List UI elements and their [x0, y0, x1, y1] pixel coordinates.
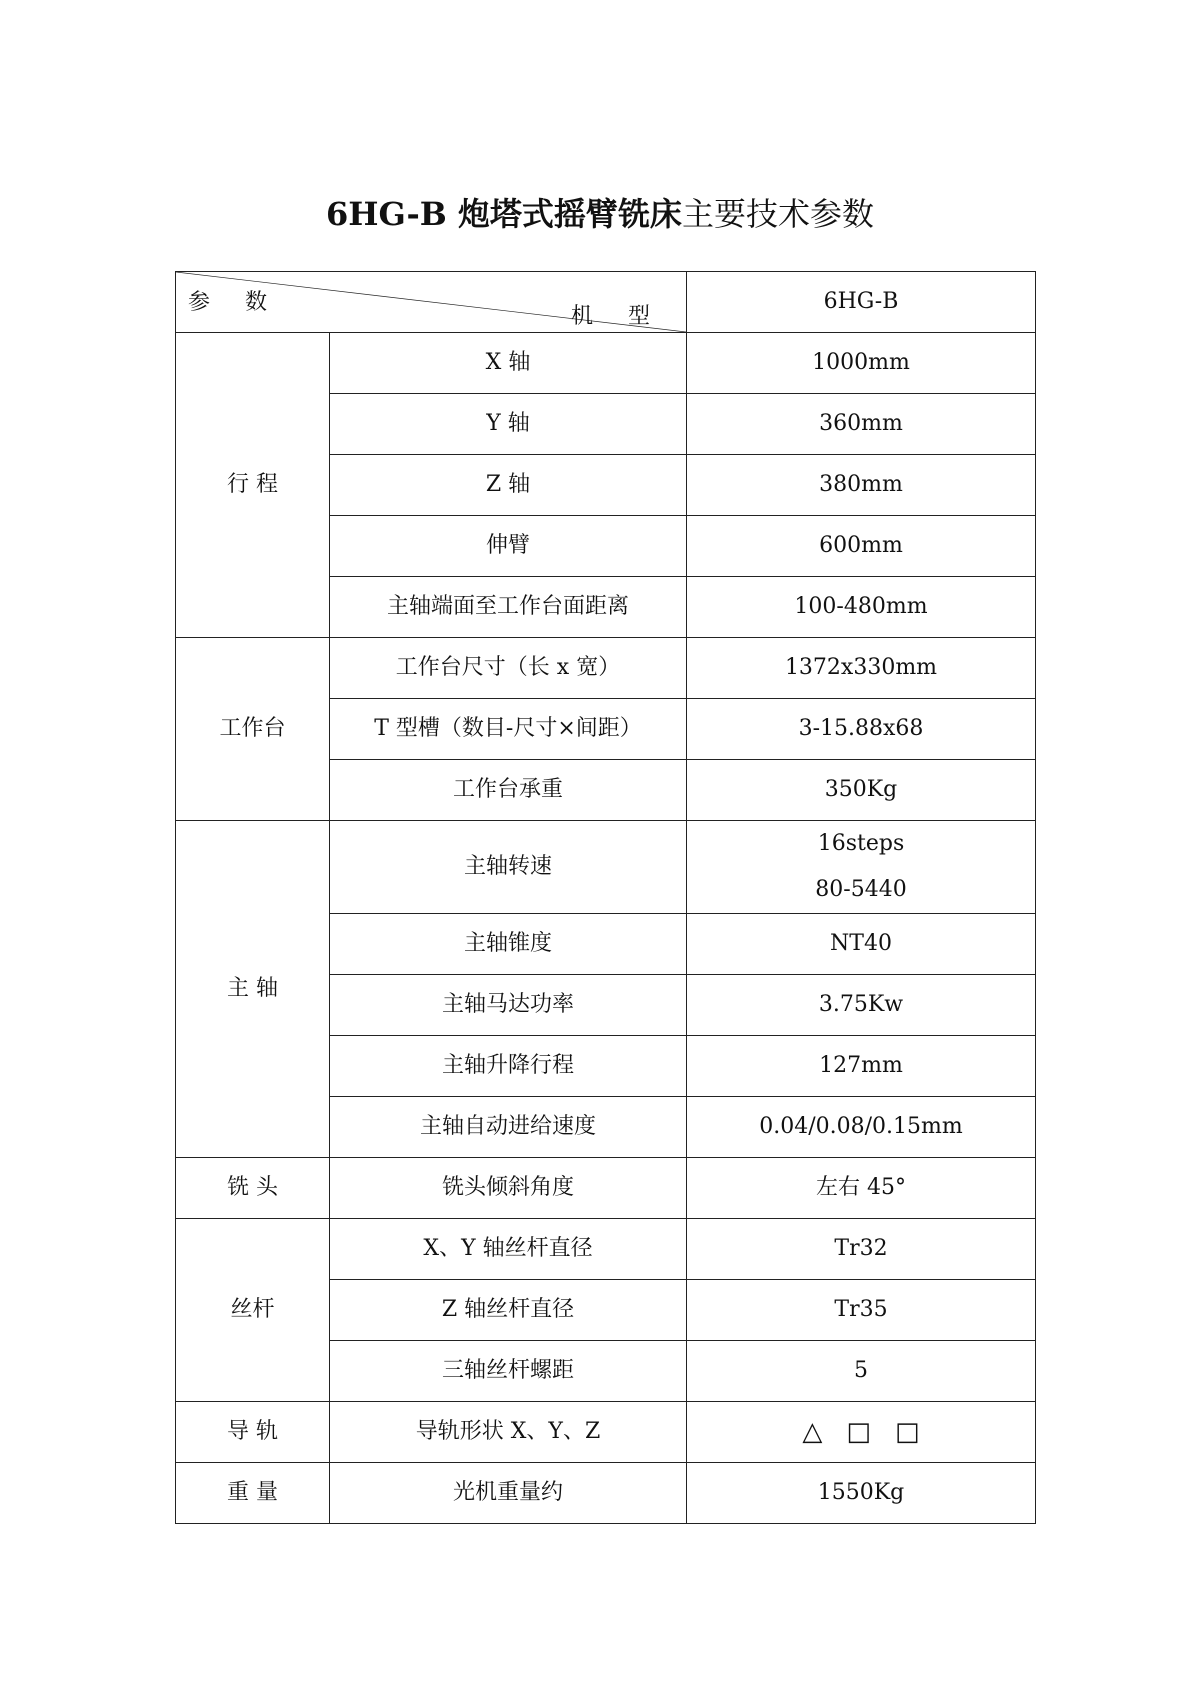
param-cell: X、Y 轴丝杆直径	[330, 1219, 687, 1280]
value-cell: 3-15.88x68	[687, 699, 1036, 760]
param-cell: 主轴升降行程	[330, 1036, 687, 1097]
spec-table	[175, 271, 1036, 1524]
header-param-label: 参 数	[188, 290, 281, 315]
param-cell: 伸臂	[330, 516, 687, 577]
table-row	[176, 333, 1036, 394]
param-cell: 铣头倾斜角度	[330, 1158, 687, 1219]
table-row	[176, 1158, 1036, 1219]
param-cell: 主轴自动进给速度	[330, 1097, 687, 1158]
param-cell: T 型槽（数目-尺寸×间距）	[330, 699, 687, 760]
value-cell: 左右 45°	[687, 1158, 1036, 1219]
value-cell: 380mm	[687, 455, 1036, 516]
param-cell: 导轨形状 X、Y、Z	[330, 1402, 687, 1463]
title-model: 6HG-B 炮塔式摇臂铣床	[326, 195, 682, 233]
value-line: 16steps	[817, 831, 905, 856]
table-row	[176, 1463, 1036, 1524]
group-weight: 重 量	[176, 1463, 330, 1524]
value-cell: 3.75Kw	[687, 975, 1036, 1036]
param-cell: 三轴丝杆螺距	[330, 1341, 687, 1402]
value-cell: Tr32	[687, 1219, 1036, 1280]
header-model-label: 机 型	[571, 304, 664, 329]
value-cell: NT40	[687, 914, 1036, 975]
param-cell: 主轴马达功率	[330, 975, 687, 1036]
group-head: 铣 头	[176, 1158, 330, 1219]
param-cell: 工作台尺寸（长 x 宽）	[330, 638, 687, 699]
param-cell: 主轴转速	[330, 821, 687, 914]
square-icon: □	[895, 1417, 920, 1447]
header-model-value: 6HG-B	[687, 272, 1036, 333]
value-cell: 100-480mm	[687, 577, 1036, 638]
square-icon: □	[846, 1417, 871, 1447]
value-cell: Tr35	[687, 1280, 1036, 1341]
group-spindle: 主 轴	[176, 821, 330, 1158]
page-title	[0, 192, 1200, 236]
value-cell	[687, 1402, 1036, 1463]
group-guide: 导 轨	[176, 1402, 330, 1463]
value-cell: 350Kg	[687, 760, 1036, 821]
table-row	[176, 1219, 1036, 1280]
value-cell: 0.04/0.08/0.15mm	[687, 1097, 1036, 1158]
param-cell: 光机重量约	[330, 1463, 687, 1524]
param-cell: X 轴	[330, 333, 687, 394]
group-travel: 行 程	[176, 333, 330, 638]
diagonal-header-cell	[176, 272, 687, 333]
value-cell: 1550Kg	[687, 1463, 1036, 1524]
title-subtitle: 主要技术参数	[681, 195, 874, 233]
param-cell: Y 轴	[330, 394, 687, 455]
group-screw: 丝杆	[176, 1219, 330, 1402]
table-row	[176, 1402, 1036, 1463]
param-cell: 工作台承重	[330, 760, 687, 821]
value-cell: 1000mm	[687, 333, 1036, 394]
value-cell: 600mm	[687, 516, 1036, 577]
table-header-row	[176, 272, 1036, 333]
param-cell: 主轴端面至工作台面距离	[330, 577, 687, 638]
group-table: 工作台	[176, 638, 330, 821]
value-cell: 5	[687, 1341, 1036, 1402]
value-cell	[687, 821, 1036, 914]
value-line: 80-5440	[815, 877, 907, 902]
param-cell: Z 轴丝杆直径	[330, 1280, 687, 1341]
table-row	[176, 638, 1036, 699]
value-cell: 360mm	[687, 394, 1036, 455]
triangle-icon: △	[802, 1417, 823, 1447]
table-row	[176, 821, 1036, 914]
value-cell: 1372x330mm	[687, 638, 1036, 699]
param-cell: 主轴锥度	[330, 914, 687, 975]
value-cell: 127mm	[687, 1036, 1036, 1097]
param-cell: Z 轴	[330, 455, 687, 516]
